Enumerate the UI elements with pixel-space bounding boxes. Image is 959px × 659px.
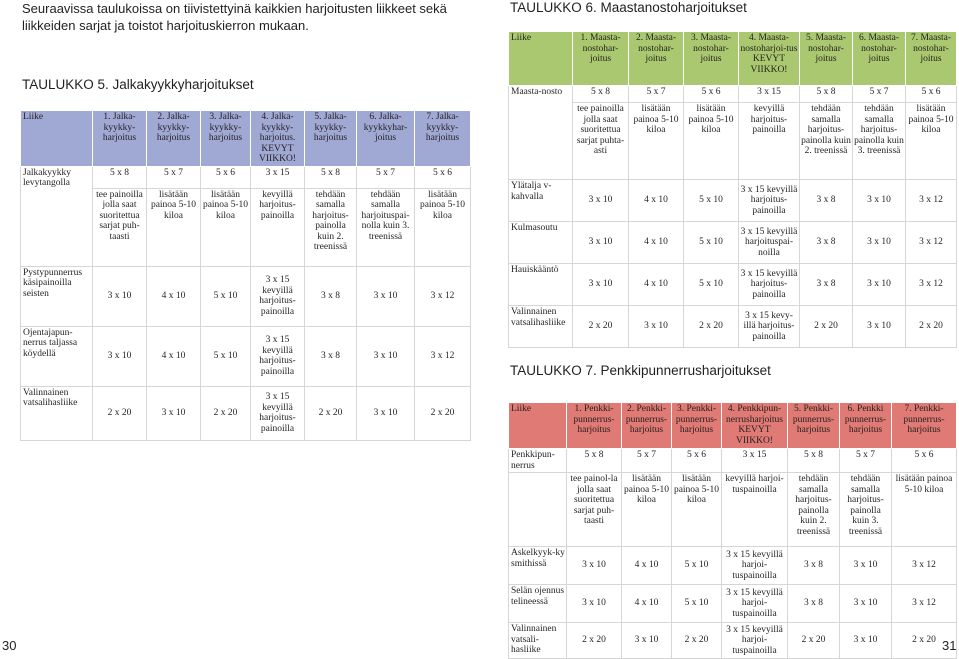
table-cell: kevyillä harjoitus-painoilla xyxy=(251,188,305,266)
table-cell: 2 x 20 xyxy=(305,386,357,440)
table-cell: 5 x 8 xyxy=(573,86,629,103)
exercise-name: Valinnainen vatsalihasliike xyxy=(21,386,93,440)
table-cell: 5 x 10 xyxy=(684,180,739,222)
table-row xyxy=(509,623,957,659)
table-cell: 4 x 10 xyxy=(622,547,672,585)
table-row xyxy=(509,585,957,623)
table-cell: 3 x 10 xyxy=(840,547,892,585)
table-cell: 5 x 7 xyxy=(840,449,892,473)
table-cell: tee painoilla jolla saat suoritettua sarjat puhta-asti xyxy=(573,103,629,180)
exercise-name: Selän ojennus telineessä xyxy=(509,585,567,623)
table-cell: tehdään samalla harjoitus-painolla kuin 3. treenissä xyxy=(853,103,906,180)
table-cell: 3 x 15 kevy-illä harjoitus-painoilla xyxy=(739,306,800,348)
table-cell: lisätään painoa 5-10 kiloa xyxy=(672,473,722,547)
table-cell: 3 x 12 xyxy=(892,585,957,623)
table-cell: 3 x 15 kevyillä harjoitus-painoilla xyxy=(739,180,800,222)
table-cell: 5 x 7 xyxy=(622,449,672,473)
table-row xyxy=(509,449,957,473)
table-cell: 3 x 15 kevyillä harjoitus-painoilla xyxy=(251,386,305,440)
table-cell: lisätään painoa 5-10 kiloa xyxy=(622,473,672,547)
header-workout-6: 6. Jalka-kyykkyhar-joitus xyxy=(357,111,415,167)
table-cell: 3 x 10 xyxy=(629,306,684,348)
table-cell: 3 x 15 kevyillä harjoitus-painoilla xyxy=(251,326,305,386)
table-cell: 3 x 8 xyxy=(305,266,357,326)
table-row xyxy=(509,180,957,222)
exercise-name: Hauiskääntö xyxy=(509,264,573,306)
page-number-right: 31 xyxy=(942,638,957,653)
header-liike: Liike xyxy=(21,111,93,167)
table5 xyxy=(20,110,471,441)
table-row xyxy=(509,86,957,103)
table-cell: 3 x 10 xyxy=(357,326,415,386)
table-row xyxy=(509,473,957,547)
table-cell: 2 x 20 xyxy=(892,623,957,659)
table-cell: lisätään painoa 5-10 kiloa xyxy=(415,188,471,266)
header-workout-1: 1. Penkki-punnerrus-harjoitus xyxy=(567,403,622,449)
table-cell: 2 x 20 xyxy=(201,386,251,440)
table-cell: 3 x 15 kevyillä harjoi-tuspainoilla xyxy=(722,547,788,585)
table5-title: TAULUKKO 5. Jalkakyykkyharjoitukset xyxy=(22,77,254,92)
header-workout-4: 4. Maasta-nostoharjoi-tus KEVYT VIIKKO! xyxy=(739,32,800,86)
exercise-name xyxy=(509,473,567,547)
exercise-name: Jalkakyykky levytangolla xyxy=(21,166,93,266)
table-cell: 5 x 8 xyxy=(567,449,622,473)
table-cell: lisätään painoa 5-10 kiloa xyxy=(684,103,739,180)
table-cell: 5 x 10 xyxy=(684,264,739,306)
exercise-name: Kulmasoutu xyxy=(509,222,573,264)
table-cell: 5 x 7 xyxy=(147,166,201,188)
table-cell: 2 x 20 xyxy=(684,306,739,348)
table-cell: 5 x 6 xyxy=(906,86,957,103)
header-workout-1: 1. Maasta-nostohar-joitus xyxy=(573,32,629,86)
table-cell: 4 x 10 xyxy=(629,264,684,306)
table-cell: 5 x 6 xyxy=(684,86,739,103)
header-workout-7: 7. Penkki-punnerrus-harjoitus xyxy=(892,403,957,449)
table-cell: 4 x 10 xyxy=(629,222,684,264)
table-row xyxy=(509,547,957,585)
table-cell: 3 x 8 xyxy=(305,326,357,386)
table-cell: 2 x 20 xyxy=(415,386,471,440)
table-cell: 2 x 20 xyxy=(788,623,840,659)
table-cell: 2 x 20 xyxy=(93,386,147,440)
table-cell: 3 x 15 xyxy=(251,166,305,188)
table-cell: lisätään painoa 5-10 kiloa xyxy=(906,103,957,180)
header-workout-3: 3. Maasta-nostohar-joitus xyxy=(684,32,739,86)
table-cell: 3 x 10 xyxy=(573,180,629,222)
table-cell: 3 x 10 xyxy=(853,306,906,348)
table-cell: tee painol-la jolla saat suoritettua sarjat puh-taasti xyxy=(567,473,622,547)
table-cell: lisätään painoa 5-10 kiloa xyxy=(147,188,201,266)
header-liike: Liike xyxy=(509,32,573,86)
table-cell: 5 x 6 xyxy=(201,166,251,188)
table-cell: 3 x 10 xyxy=(840,585,892,623)
table-cell: 5 x 7 xyxy=(629,86,684,103)
exercise-name: Askelkyyk-ky smithissä xyxy=(509,547,567,585)
table-cell: 3 x 15 kevyillä harjoi-tuspainoilla xyxy=(722,585,788,623)
table-cell: 3 x 12 xyxy=(892,547,957,585)
header-workout-6: 6. Penkki punnerrus-harjoitus xyxy=(840,403,892,449)
header-workout-3: 3. Jalka-kyykky-harjoitus xyxy=(201,111,251,167)
table-cell: lisätään painoa 5-10 kiloa xyxy=(201,188,251,266)
table-cell: 3 x 10 xyxy=(573,222,629,264)
table-cell: 3 x 12 xyxy=(906,222,957,264)
header-workout-1: 1. Jalka-kyykky-harjoitus xyxy=(93,111,147,167)
table-cell: 5 x 8 xyxy=(788,449,840,473)
table-cell: 3 x 12 xyxy=(415,326,471,386)
table-cell: 3 x 10 xyxy=(853,222,906,264)
table-cell: 3 x 15 kevyillä harjoitus-painoilla xyxy=(251,266,305,326)
table-cell: 5 x 10 xyxy=(672,547,722,585)
table-cell: 5 x 10 xyxy=(201,326,251,386)
table-cell: kevyillä harjoi-tuspainoilla xyxy=(722,473,788,547)
table-cell: 5 x 10 xyxy=(201,266,251,326)
table-cell: tehdään samalla harjoitus-painolla kuin 2. treenissä xyxy=(305,188,357,266)
intro-text: Seuraavissa taulukoissa on tiivistettyinä kaikkien harjoitusten liikkeet sekä liikkeiden sarjat ja toistot harjoituskierron mukaan. xyxy=(22,1,447,33)
table-cell: 3 x 10 xyxy=(622,623,672,659)
table6-title: TAULUKKO 6. Maastanostoharjoitukset xyxy=(510,0,747,15)
table-cell: 3 x 12 xyxy=(906,264,957,306)
table-cell: 3 x 15 xyxy=(739,86,800,103)
table-cell: 3 x 12 xyxy=(906,180,957,222)
table-cell: 3 x 10 xyxy=(567,547,622,585)
table-cell: 2 x 20 xyxy=(567,623,622,659)
table6 xyxy=(508,31,957,348)
table-cell: 5 x 8 xyxy=(305,166,357,188)
table-cell: 5 x 7 xyxy=(853,86,906,103)
header-workout-2: 2. Penkki-punnerrus-harjoitus xyxy=(622,403,672,449)
table-cell: 3 x 10 xyxy=(93,266,147,326)
table-row xyxy=(21,386,471,440)
table-cell: 3 x 15 kevyillä harjoitus-painoilla xyxy=(739,264,800,306)
header-workout-3: 3. Penkki-punnerrus-harjoitus xyxy=(672,403,722,449)
exercise-name: Maasta-nosto xyxy=(509,86,573,180)
table-cell: 2 x 20 xyxy=(672,623,722,659)
table-cell: 5 x 8 xyxy=(800,86,853,103)
table-cell: 4 x 10 xyxy=(622,585,672,623)
table-row xyxy=(21,326,471,386)
table-cell: tee painoilla jolla saat suoritettua sarjat puh-taasti xyxy=(93,188,147,266)
exercise-name: Valinnainen vatsalihasliike xyxy=(509,306,573,348)
table-row xyxy=(21,266,471,326)
table-row xyxy=(509,222,957,264)
table-cell: 5 x 10 xyxy=(684,222,739,264)
table-cell: 3 x 10 xyxy=(853,180,906,222)
exercise-name: Ojentajapun-nerrus taljassa köydellä xyxy=(21,326,93,386)
table-cell: 3 x 10 xyxy=(840,623,892,659)
table-cell: 3 x 12 xyxy=(415,266,471,326)
table-row xyxy=(21,166,471,188)
table-cell: 5 x 10 xyxy=(672,585,722,623)
table-cell: 4 x 10 xyxy=(629,180,684,222)
table-cell: 3 x 10 xyxy=(573,264,629,306)
table-cell: 3 x 8 xyxy=(800,222,853,264)
table-cell: 3 x 8 xyxy=(788,547,840,585)
header-workout-2: 2. Maasta-nostohar-joitus xyxy=(629,32,684,86)
header-workout-5: 5. Maasta-nostohar-joitus xyxy=(800,32,853,86)
header-workout-5: 5. Jalka-kyykky-harjoitus xyxy=(305,111,357,167)
table-cell: lisätään painoa 5-10 kiloa xyxy=(629,103,684,180)
table7-title: TAULUKKO 7. Penkkipunnerrusharjoitukset xyxy=(510,363,771,378)
table-cell: 3 x 10 xyxy=(93,326,147,386)
table-cell: 5 x 6 xyxy=(892,449,957,473)
table-cell: kevyillä harjoitus-painoilla xyxy=(739,103,800,180)
table-cell: 3 x 10 xyxy=(357,386,415,440)
header-workout-2: 2. Jalka-kyykky-harjoitus xyxy=(147,111,201,167)
table-cell: 3 x 10 xyxy=(357,266,415,326)
table-cell: 3 x 10 xyxy=(853,264,906,306)
table-cell: 5 x 6 xyxy=(415,166,471,188)
table-cell: 3 x 10 xyxy=(147,386,201,440)
table-cell: 3 x 15 xyxy=(722,449,788,473)
table-cell: tehdään samalla harjoitus-painolla kuin 2. treenissä xyxy=(800,103,853,180)
exercise-name: Penkkipun-nerrus xyxy=(509,449,567,473)
exercise-name: Pystypunnerrus käsipainoilla seisten xyxy=(21,266,93,326)
table-row xyxy=(509,264,957,306)
header-workout-4: 4. Penkkipun-nerrusharjoitus KEVYT VIIKKO! xyxy=(722,403,788,449)
header-workout-7: 7. Maasta-nostohar-joitus xyxy=(906,32,957,86)
table-cell: 3 x 8 xyxy=(800,264,853,306)
header-liike: Liike xyxy=(509,403,567,449)
table-cell: 5 x 6 xyxy=(672,449,722,473)
table-cell: 2 x 20 xyxy=(800,306,853,348)
table-row xyxy=(509,103,957,180)
exercise-name: Valinnainen vatsali-hasliike xyxy=(509,623,567,659)
header-workout-5: 5. Penkki-punnerrus-harjoitus xyxy=(788,403,840,449)
table-row xyxy=(509,306,957,348)
page-number-left: 30 xyxy=(2,638,17,653)
table-cell: tehdään samalla harjoitus-painolla kuin 2. treenissä xyxy=(788,473,840,547)
table-cell: 5 x 8 xyxy=(93,166,147,188)
table-cell: tehdään samalla harjoituspai-nolla kuin 3. treenissä xyxy=(357,188,415,266)
table-cell: 3 x 8 xyxy=(800,180,853,222)
exercise-name: Ylätalja v-kahvalla xyxy=(509,180,573,222)
header-workout-4: 4. Jalka-kyykky-harjoitus. KEVYT VIIKKO! xyxy=(251,111,305,167)
table-cell: 2 x 20 xyxy=(906,306,957,348)
table-cell: 4 x 10 xyxy=(147,266,201,326)
table-cell: 3 x 15 kevyillä harjoituspai-noilla xyxy=(739,222,800,264)
header-workout-6: 6. Maasta-nostohar-joitus xyxy=(853,32,906,86)
table-cell: lisätään painoa 5-10 kiloa xyxy=(892,473,957,547)
table-cell: 5 x 7 xyxy=(357,166,415,188)
table-cell: 3 x 10 xyxy=(567,585,622,623)
table-cell: 2 x 20 xyxy=(573,306,629,348)
table-cell: 3 x 15 kevyillä harjoi-tuspainoilla xyxy=(722,623,788,659)
table7 xyxy=(508,402,957,659)
table-cell: 3 x 8 xyxy=(788,585,840,623)
table-cell: 4 x 10 xyxy=(147,326,201,386)
table-cell: tehdään samalla harjoitus-painolla kuin 3. treenissä xyxy=(840,473,892,547)
header-workout-7: 7. Jalka-kyykky-harjoitus xyxy=(415,111,471,167)
